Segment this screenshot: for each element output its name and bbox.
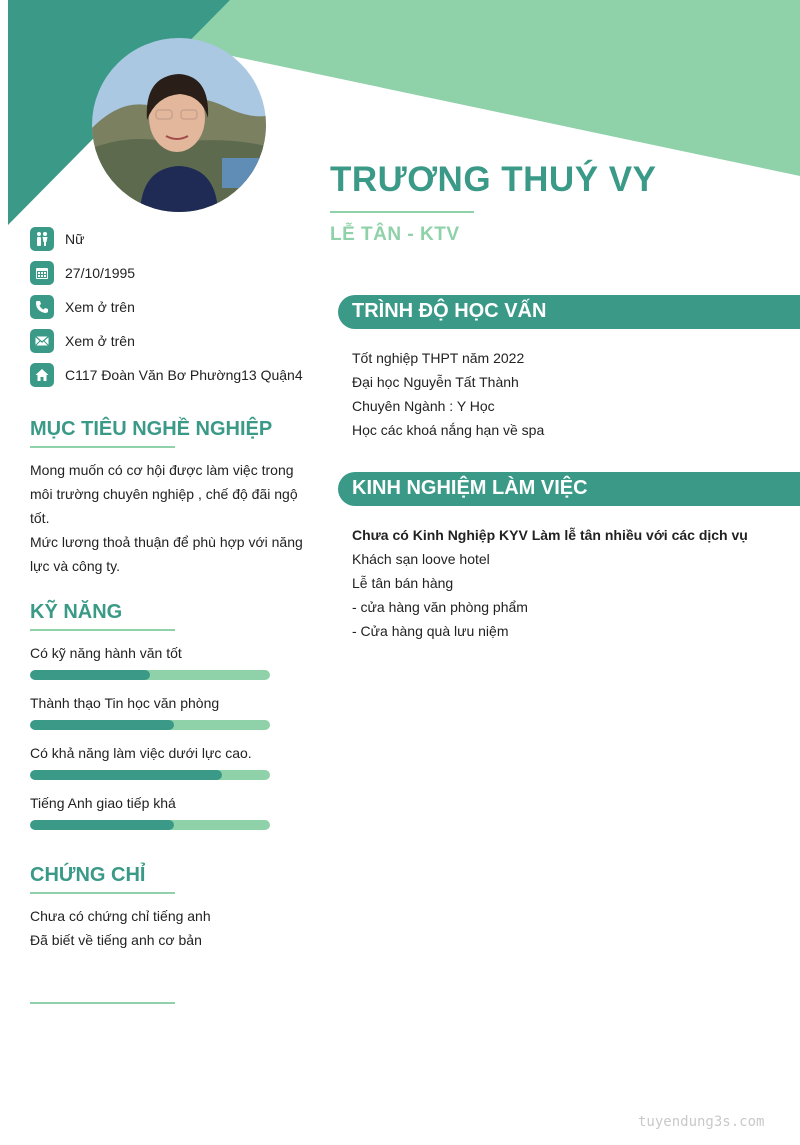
education-line: Học các khoá nắng hạn về spa — [352, 422, 545, 438]
contact-address-text: C117 Đoàn Văn Bơ Phường13 Quận4 — [65, 367, 303, 383]
skill-bar — [30, 670, 270, 680]
contact-address — [30, 358, 303, 392]
contact-gender — [30, 222, 303, 256]
experience-list — [352, 523, 748, 643]
objective-divider — [30, 446, 175, 448]
contact-phone-text: Xem ở trên — [65, 299, 135, 315]
experience-line: - cửa hàng văn phòng phẩm — [352, 599, 528, 615]
skills-divider — [30, 629, 175, 631]
skill-bar — [30, 770, 270, 780]
watermark: tuyendung3s.com — [638, 1114, 765, 1130]
objective-text — [30, 458, 310, 578]
education-band — [338, 295, 800, 329]
contact-email — [30, 324, 303, 358]
skill-label: Thành thạo Tin học văn phòng — [30, 695, 220, 711]
contact-email-text: Xem ở trên — [65, 333, 135, 349]
experience-band — [338, 472, 800, 506]
skill-bar-fill — [30, 720, 174, 730]
experience-line: - Cửa hàng quà lưu niệm — [352, 623, 509, 639]
contact-gender-text: Nữ — [65, 231, 85, 247]
certificates-divider — [30, 892, 175, 894]
contact-birthday — [30, 256, 303, 290]
education-list — [352, 346, 544, 442]
education-heading: TRÌNH ĐỘ HỌC VẤN — [352, 300, 547, 322]
contact-info — [30, 222, 303, 392]
objective-line: môi trường chuyên nghiệp , chế độ đãi ngộ — [30, 486, 298, 502]
gender-icon — [30, 227, 54, 251]
objective-line: Mức lương thoả thuận để phù hợp với năng — [30, 534, 303, 550]
skill-bar — [30, 720, 270, 730]
skill-bar — [30, 820, 270, 830]
experience-headline: Chưa có Kinh Nghiệp KYV Làm lễ tân nhiều với các dịch vụ — [352, 527, 748, 543]
phone-icon — [30, 295, 54, 319]
education-line: Chuyên Ngành : Y Học — [352, 398, 495, 414]
experience-line: Khách sạn loove hotel — [352, 551, 490, 567]
objective-line: Mong muốn có cơ hội được làm việc trong — [30, 462, 294, 478]
name-divider — [330, 211, 474, 213]
certificate-line: Chưa có chứng chỉ tiếng anh — [30, 908, 211, 924]
objective-line: lực và công ty. — [30, 558, 121, 574]
candidate-name: TRƯƠNG THUÝ VY — [330, 160, 657, 199]
calendar-icon — [30, 261, 54, 285]
education-line: Tốt nghiệp THPT năm 2022 — [352, 350, 525, 366]
objective-line: tốt. — [30, 510, 50, 526]
skill-bar-fill — [30, 770, 222, 780]
skill-label: Tiếng Anh giao tiếp khá — [30, 795, 176, 811]
objective-heading: MỤC TIÊU NGHỀ NGHIỆP — [30, 418, 273, 440]
skills-heading: KỸ NĂNG — [30, 601, 123, 623]
experience-heading: KINH NGHIỆM LÀM VIỆC — [352, 477, 588, 499]
footer-divider — [30, 1002, 175, 1004]
skill-label: Có khả năng làm việc dưới lực cao. — [30, 745, 252, 761]
contact-phone — [30, 290, 303, 324]
skill-bar-fill — [30, 820, 174, 830]
education-line: Đại học Nguyễn Tất Thành — [352, 374, 519, 390]
contact-birthday-text: 27/10/1995 — [65, 265, 136, 281]
certificates-heading: CHỨNG CHỈ — [30, 864, 146, 886]
profile-photo — [92, 38, 266, 212]
experience-line: Lễ tân bán hàng — [352, 575, 454, 591]
certificate-line: Đã biết về tiếng anh cơ bản — [30, 932, 202, 948]
job-position: LỄ TÂN - KTV — [330, 224, 460, 245]
skill-label: Có kỹ năng hành văn tốt — [30, 645, 182, 661]
skill-bar-fill — [30, 670, 150, 680]
email-icon — [30, 329, 54, 353]
home-icon — [30, 363, 54, 387]
certificates-text — [30, 904, 211, 952]
